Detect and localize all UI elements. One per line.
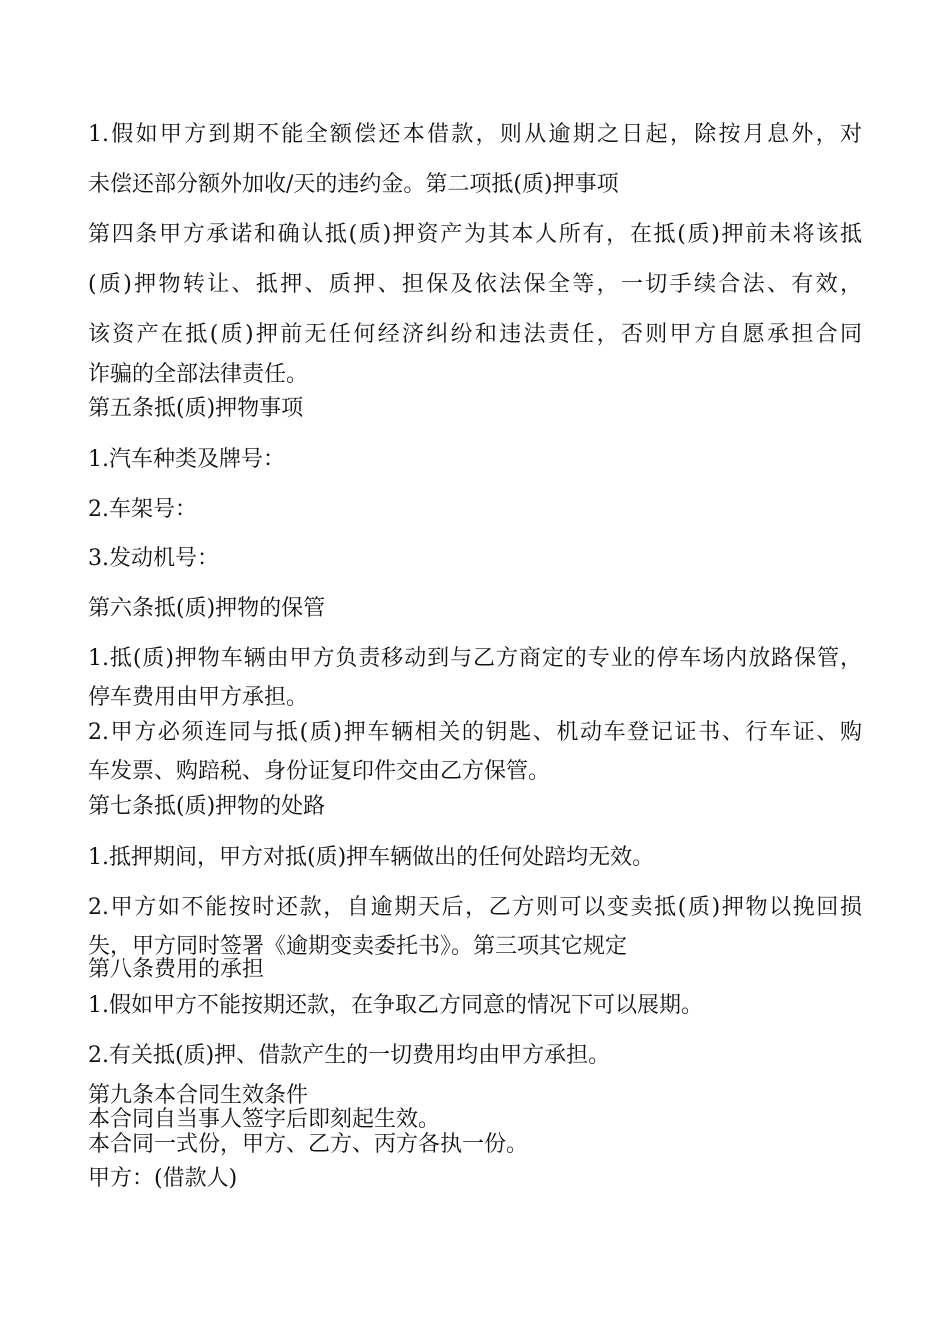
section-heading: 第九条本合同生效条件 [88, 1083, 309, 1108]
text-line: 2.有关抵(质)押、借款产生的一切费用均由甲方承担。 [88, 1043, 611, 1068]
text-line: 第四条甲方承诺和确认抵(质)押资产为其本人所有，在抵(质)押前未将该抵 [88, 222, 862, 247]
text-line: 2.甲方如不能按时还款，自逾期天后，乙方则可以变卖抵(质)押物以挽回损 [88, 895, 862, 920]
section-heading: 第八条费用的承担 [88, 957, 265, 982]
text-line: 失，甲方同时签署《逾期变卖委托书》。第三项其它规定 [88, 934, 628, 959]
text-line: (质)押物转让、抵押、质押、担保及依法保全等，一切手续合法、有效， [88, 272, 862, 297]
text-line: 未偿还部分额外加收/天的违约金。第二项抵(质)押事项 [88, 172, 619, 197]
signature-label: 甲方：(借款人) [88, 1166, 238, 1191]
text-line: 该资产在抵(质)押前无任何经济纠纷和违法责任，否则甲方自愿承担合同 [88, 322, 862, 347]
text-line: 1.假如甲方不能按期还款，在争取乙方同意的情况下可以展期。 [88, 993, 703, 1018]
text-line: 1.假如甲方到期不能全额偿还本借款，则从逾期之日起，除按月息外，对 [88, 122, 862, 147]
text-line: 1.抵(质)押物车辆由甲方负责移动到与乙方商定的专业的停车场内放路保管， [88, 646, 862, 671]
text-line: 1.汽车种类及牌号： [88, 447, 285, 472]
section-heading: 第五条抵(质)押物事项 [88, 396, 304, 421]
text-line: 停车费用由甲方承担。 [88, 685, 309, 710]
text-line: 2.甲方必须连同与抵(质)押车辆相关的钥匙、机动车登记证书、行车证、购 [88, 720, 862, 745]
text-line: 3.发动机号： [88, 546, 219, 571]
text-line: 本合同一式份，甲方、乙方、丙方各执一份。 [88, 1132, 529, 1157]
text-line: 本合同自当事人签字后即刻起生效。 [88, 1107, 441, 1132]
section-heading: 第六条抵(质)押物的保管 [88, 596, 326, 621]
text-line: 车发票、购踣税、身份证复印件交由乙方保管。 [88, 759, 551, 784]
text-line: 1.抵押期间，甲方对抵(质)押车辆做出的任何处踣均无效。 [88, 845, 655, 870]
section-heading: 第七条抵(质)押物的处路 [88, 794, 326, 819]
text-line: 诈骗的全部法律责任。 [88, 362, 309, 387]
text-line: 2.车架号： [88, 497, 197, 522]
